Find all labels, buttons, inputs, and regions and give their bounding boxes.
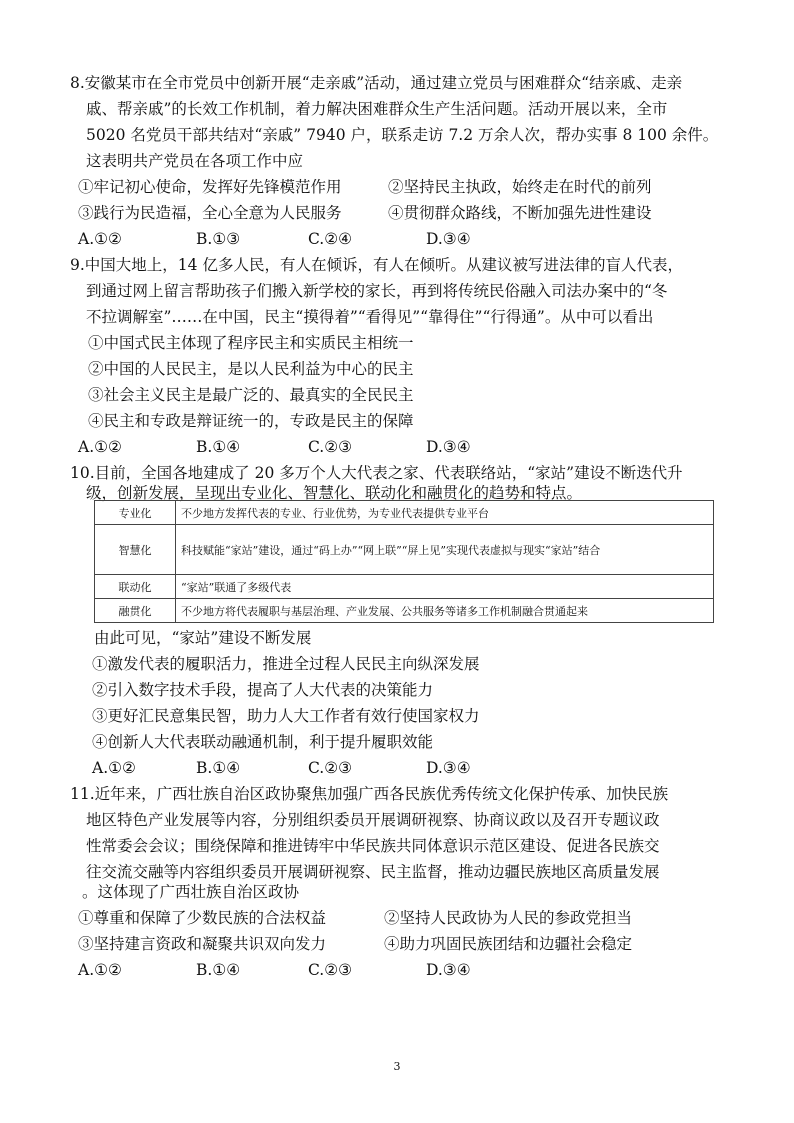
table-cell-value: 科技赋能“家站”建设，通过“码上办”“网上联”“屏上见”实现代表虚拟与现实“家站”结合	[176, 525, 714, 575]
question-10-option-a[interactable]: A.①②	[92, 759, 136, 777]
question-10-item: ①激发代表的履职活力，推进全过程人民民主向纵深发展	[92, 655, 480, 673]
question-8-item: ③践行为民造福，全心全意为人民服务	[78, 204, 342, 222]
question-10-stem-tail: 由此可见，“家站”建设不断发展	[94, 629, 312, 647]
question-9-item: ④民主和专政是辩证统一的，专政是民主的保障	[88, 412, 414, 430]
question-9-stem-line: 9.中国大地上，14 亿多人民，有人在倾诉，有人在倾听。从建议被写进法律的盲人代表，	[70, 256, 683, 274]
table-cell-value: “家站”联通了多级代表	[176, 575, 714, 599]
question-11-item: ②坚持人民政协为人民的参政党担当	[384, 909, 633, 927]
question-8-item: ②坚持民主执政，始终走在时代的前列	[388, 178, 652, 196]
question-8-item: ①牢记初心使命，发挥好先锋模范作用	[78, 178, 342, 196]
question-10-table	[94, 500, 714, 623]
question-11-option-a[interactable]: A.①②	[78, 961, 122, 979]
question-11-item: ①尊重和保障了少数民族的合法权益	[78, 909, 327, 927]
question-10-option-b[interactable]: B.①④	[196, 759, 241, 777]
question-8-stem-line: 8.安徽某市在全市党员中创新开展“走亲戚”活动，通过建立党员与困难群众“结亲戚、走亲	[70, 74, 683, 92]
question-9-option-d[interactable]: D.③④	[426, 438, 471, 456]
question-9-option-c[interactable]: C.②③	[308, 438, 353, 456]
question-10-option-d[interactable]: D.③④	[426, 759, 471, 777]
question-9-stem-line: 不拉调解室”……在中国，民主“摸得着”“看得见”“靠得住”“行得通”。从中可以看出	[86, 308, 654, 326]
question-8-stem-line: 戚、帮亲戚”的长效工作机制，着力解决困难群众生产生活问题。活动开展以来，全市	[86, 100, 668, 118]
question-8-option-b[interactable]: B.①③	[196, 230, 241, 248]
question-9-stem-line: 到通过网上留言帮助孩子们搬入新学校的家长，再到将传统民俗融入司法办案中的“冬	[86, 282, 668, 300]
question-11-option-d[interactable]: D.③④	[426, 961, 471, 979]
question-8-option-a[interactable]: A.①②	[78, 230, 122, 248]
table-cell-value: 不少地方将代表履职与基层治理、产业发展、公共服务等诸多工作机制融合贯通起来	[176, 599, 714, 623]
question-8-item: ④贯彻群众路线，不断加强先进性建设	[388, 204, 652, 222]
question-9-item: ①中国式民主体现了程序民主和实质民主相统一	[88, 334, 414, 352]
question-11-stem-line: 11.近年来，广西壮族自治区政协聚焦加强广西各民族优秀传统文化保护传承、加快民族	[70, 785, 669, 803]
question-10-option-c[interactable]: C.②③	[308, 759, 353, 777]
question-10-item: ②引入数字技术手段，提高了人大代表的决策能力	[92, 681, 434, 699]
question-10-stem-line: 10.目前，全国各地建成了 20 多万个人大代表之家、代表联络站，“家站”建设不断迭代升	[70, 464, 683, 482]
question-11-option-b[interactable]: B.①④	[196, 961, 241, 979]
question-10-item: ③更好汇民意集民智，助力人大工作者有效行使国家权力	[92, 707, 480, 725]
question-11-stem-line: 地区特色产业发展等内容，分别组织委员开展调研视察、协商议政以及召开专题议政	[86, 811, 660, 829]
table-cell-key: 智慧化	[95, 525, 176, 575]
table-row	[95, 525, 714, 575]
page-number: 3	[393, 1060, 401, 1073]
question-11-item: ④助力巩固民族团结和边疆社会稳定	[384, 935, 633, 953]
table-cell-value: 不少地方发挥代表的专业、行业优势，为专业代表提供专业平台	[176, 501, 714, 525]
table-row	[95, 575, 714, 599]
question-9-item: ②中国的人民民主，是以人民利益为中心的民主	[88, 360, 414, 378]
question-9-option-a[interactable]: A.①②	[78, 438, 122, 456]
question-11-stem-line: 性常委会会议；围绕保障和推进铸牢中华民族共同体意识示范区建设、促进各民族交	[86, 837, 660, 855]
table-cell-key: 融贯化	[95, 599, 176, 623]
question-8-option-c[interactable]: C.②④	[308, 230, 353, 248]
table-cell-key: 联动化	[95, 575, 176, 599]
question-11-option-c[interactable]: C.②③	[308, 961, 353, 979]
table-cell-key: 专业化	[95, 501, 176, 525]
question-10-stem-line: 级，创新发展，呈现出专业化、智慧化、联动化和融贯化的趋势和特点。	[86, 484, 583, 502]
question-8-stem-line: 这表明共产党员在各项工作中应	[86, 152, 304, 170]
question-9-option-b[interactable]: B.①④	[196, 438, 241, 456]
question-8-stem-line: 5020 名党员干部共结对“亲戚” 7940 户，联系走访 7.2 万余人次，帮办实事 8 100 余件。	[86, 126, 719, 144]
question-8-option-d[interactable]: D.③④	[426, 230, 471, 248]
table-row	[95, 599, 714, 623]
question-11-stem-line: 。这体现了广西壮族自治区政协	[82, 883, 300, 901]
question-9-item: ③社会主义民主是最广泛的、最真实的全民民主	[88, 386, 414, 404]
question-11-item: ③坚持建言资政和凝聚共识双向发力	[78, 935, 327, 953]
question-10-item: ④创新人大代表联动融通机制，利于提升履职效能	[92, 733, 434, 751]
table-row	[95, 501, 714, 525]
question-11-stem-line: 往交流交融等内容组织委员开展调研视察、民主监督，推动边疆民族地区高质量发展	[86, 863, 660, 881]
